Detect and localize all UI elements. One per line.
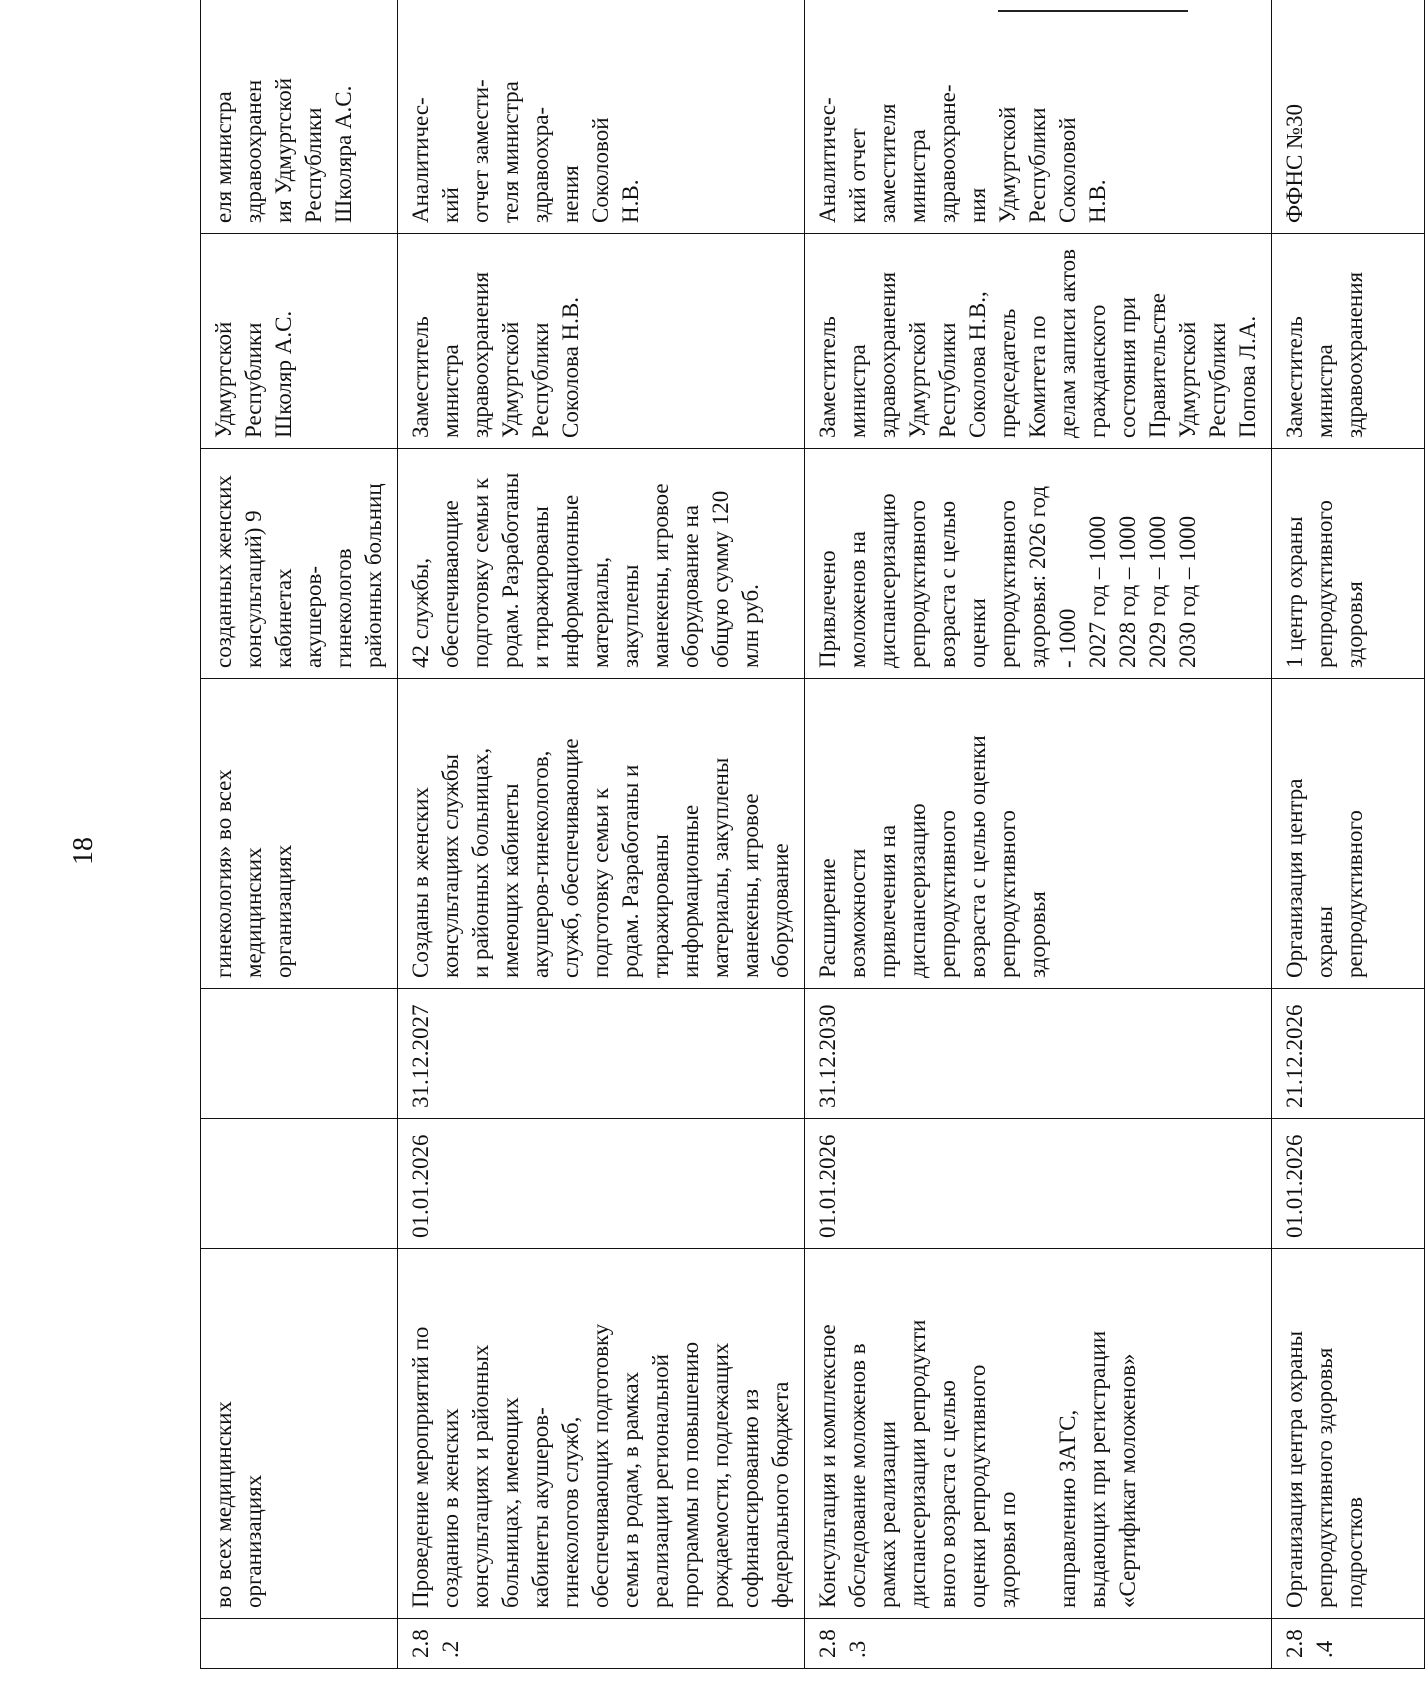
cell-indicator: 42 службы, обеспечивающие подготовку семьи к родам. Разработаны и тиражированы информационные материалы, закуплены манекены, игровое оборудование на общую сумму 120 млн руб. [398, 449, 805, 679]
cell-document: ФФНС №30 [1272, 0, 1425, 234]
cell-result: гинекология» во всех медицинских организациях [201, 679, 398, 989]
cell-indicator: Привлечено моложенов на диспансеризацию репродуктивного возраста с целью оценки репродуктивного здоровья: 2026 год - 1000 2027 год – 1000 2028 год – 1000 2029 год – 1000 2030 год – 1000 [805, 449, 1272, 679]
cell-measure-name: во всех медицинских организациях [201, 1249, 398, 1619]
cell-end-date: 21.12.2026 [1272, 989, 1425, 1119]
cell-responsible: Заместитель министра здравоохранения [1272, 234, 1425, 449]
cell-measure-name: Консультация и комплексное обследование моложенов в рамках реализации диспансеризации репродукти вного возраста с целью оценки репродуктивного здоровья по направлению ЗАГС, выдающих при регистрации «Сертификат моложенов» [805, 1249, 1272, 1619]
table-row [805, 0, 1272, 1669]
table-row [398, 0, 805, 1669]
cell-result: Созданы в женских консультациях службы и районных больницах, имеющих кабинеты акушеров-гинекологов, служб, обеспечивающие подготовку семьи к родам. Разработаны и тиражированы информационные материалы, закуплены манекены, игровое оборудование [398, 679, 805, 989]
cell-indicator: созданных женских консультаций) 9 кабинетах акушеров- гинекологов районных больниц [201, 449, 398, 679]
cell-responsible: Удмуртской Республики Школяр А.С. [201, 234, 398, 449]
table-row [201, 0, 398, 1669]
cell-document: еля министра здравоохранен ия Удмуртской Республики Школяра А.С. [201, 0, 398, 234]
cell-number [201, 1619, 398, 1669]
cell-document: Аналитичес- кий отчет замести- теля министра здравоохра- нения Соколовой Н.В. [398, 0, 805, 234]
cell-number: 2.8.4 [1272, 1619, 1425, 1669]
cell-result: Организация центра охраны репродуктивного [1272, 679, 1425, 989]
table-row [1272, 0, 1425, 1669]
cell-start-date: 01.01.2026 [398, 1119, 805, 1249]
cell-measure-name: Проведение мероприятий по созданию в женских консультациях и районных больницах, имеющих кабинеты акушеров- гинекологов служб, обеспечивающих подготовку семьи в родам, в рамках реализации региональной программы по повышению рождаемости, подлежащих софинансированию из федерального бюджета [398, 1249, 805, 1619]
cell-start-date: 01.01.2026 [1272, 1119, 1425, 1249]
rotated-table-wrapper [200, 0, 1367, 1669]
page-number: 18 [68, 837, 99, 865]
cell-result: Расширение возможности привлечения на диспансеризацию репродуктивного возраста с целью оценки репродуктивного здоровья [805, 679, 1272, 989]
cell-number: 2.8.3 [805, 1619, 1272, 1669]
cell-start-date: 01.01.2026 [805, 1119, 1272, 1249]
cell-end-date: 31.12.2030 [805, 989, 1272, 1119]
plan-table [200, 0, 1425, 1669]
cell-measure-name: Организация центра охраны репродуктивного здоровья подростков [1272, 1249, 1425, 1619]
cell-start-date [201, 1119, 398, 1249]
cell-responsible: Заместитель министра здравоохранения Удмуртской Республики Соколова Н.В. [398, 234, 805, 449]
cell-document: Аналитичес- кий отчет заместителя министра здравоохране- ния Удмуртской Республики Соколовой Н.В. [805, 0, 1272, 234]
cell-end-date [201, 989, 398, 1119]
cell-end-date: 31.12.2027 [398, 989, 805, 1119]
cell-number: 2.8.2 [398, 1619, 805, 1669]
cell-responsible: Заместитель министра здравоохранения Удмуртской Республики Соколова Н.В., председатель Комитета по делам записи актов гражданского состояния при Правительстве Удмуртской Республики Попова Л.А. [805, 234, 1272, 449]
cell-indicator: 1 центр охраны репродуктивного здоровья [1272, 449, 1425, 679]
